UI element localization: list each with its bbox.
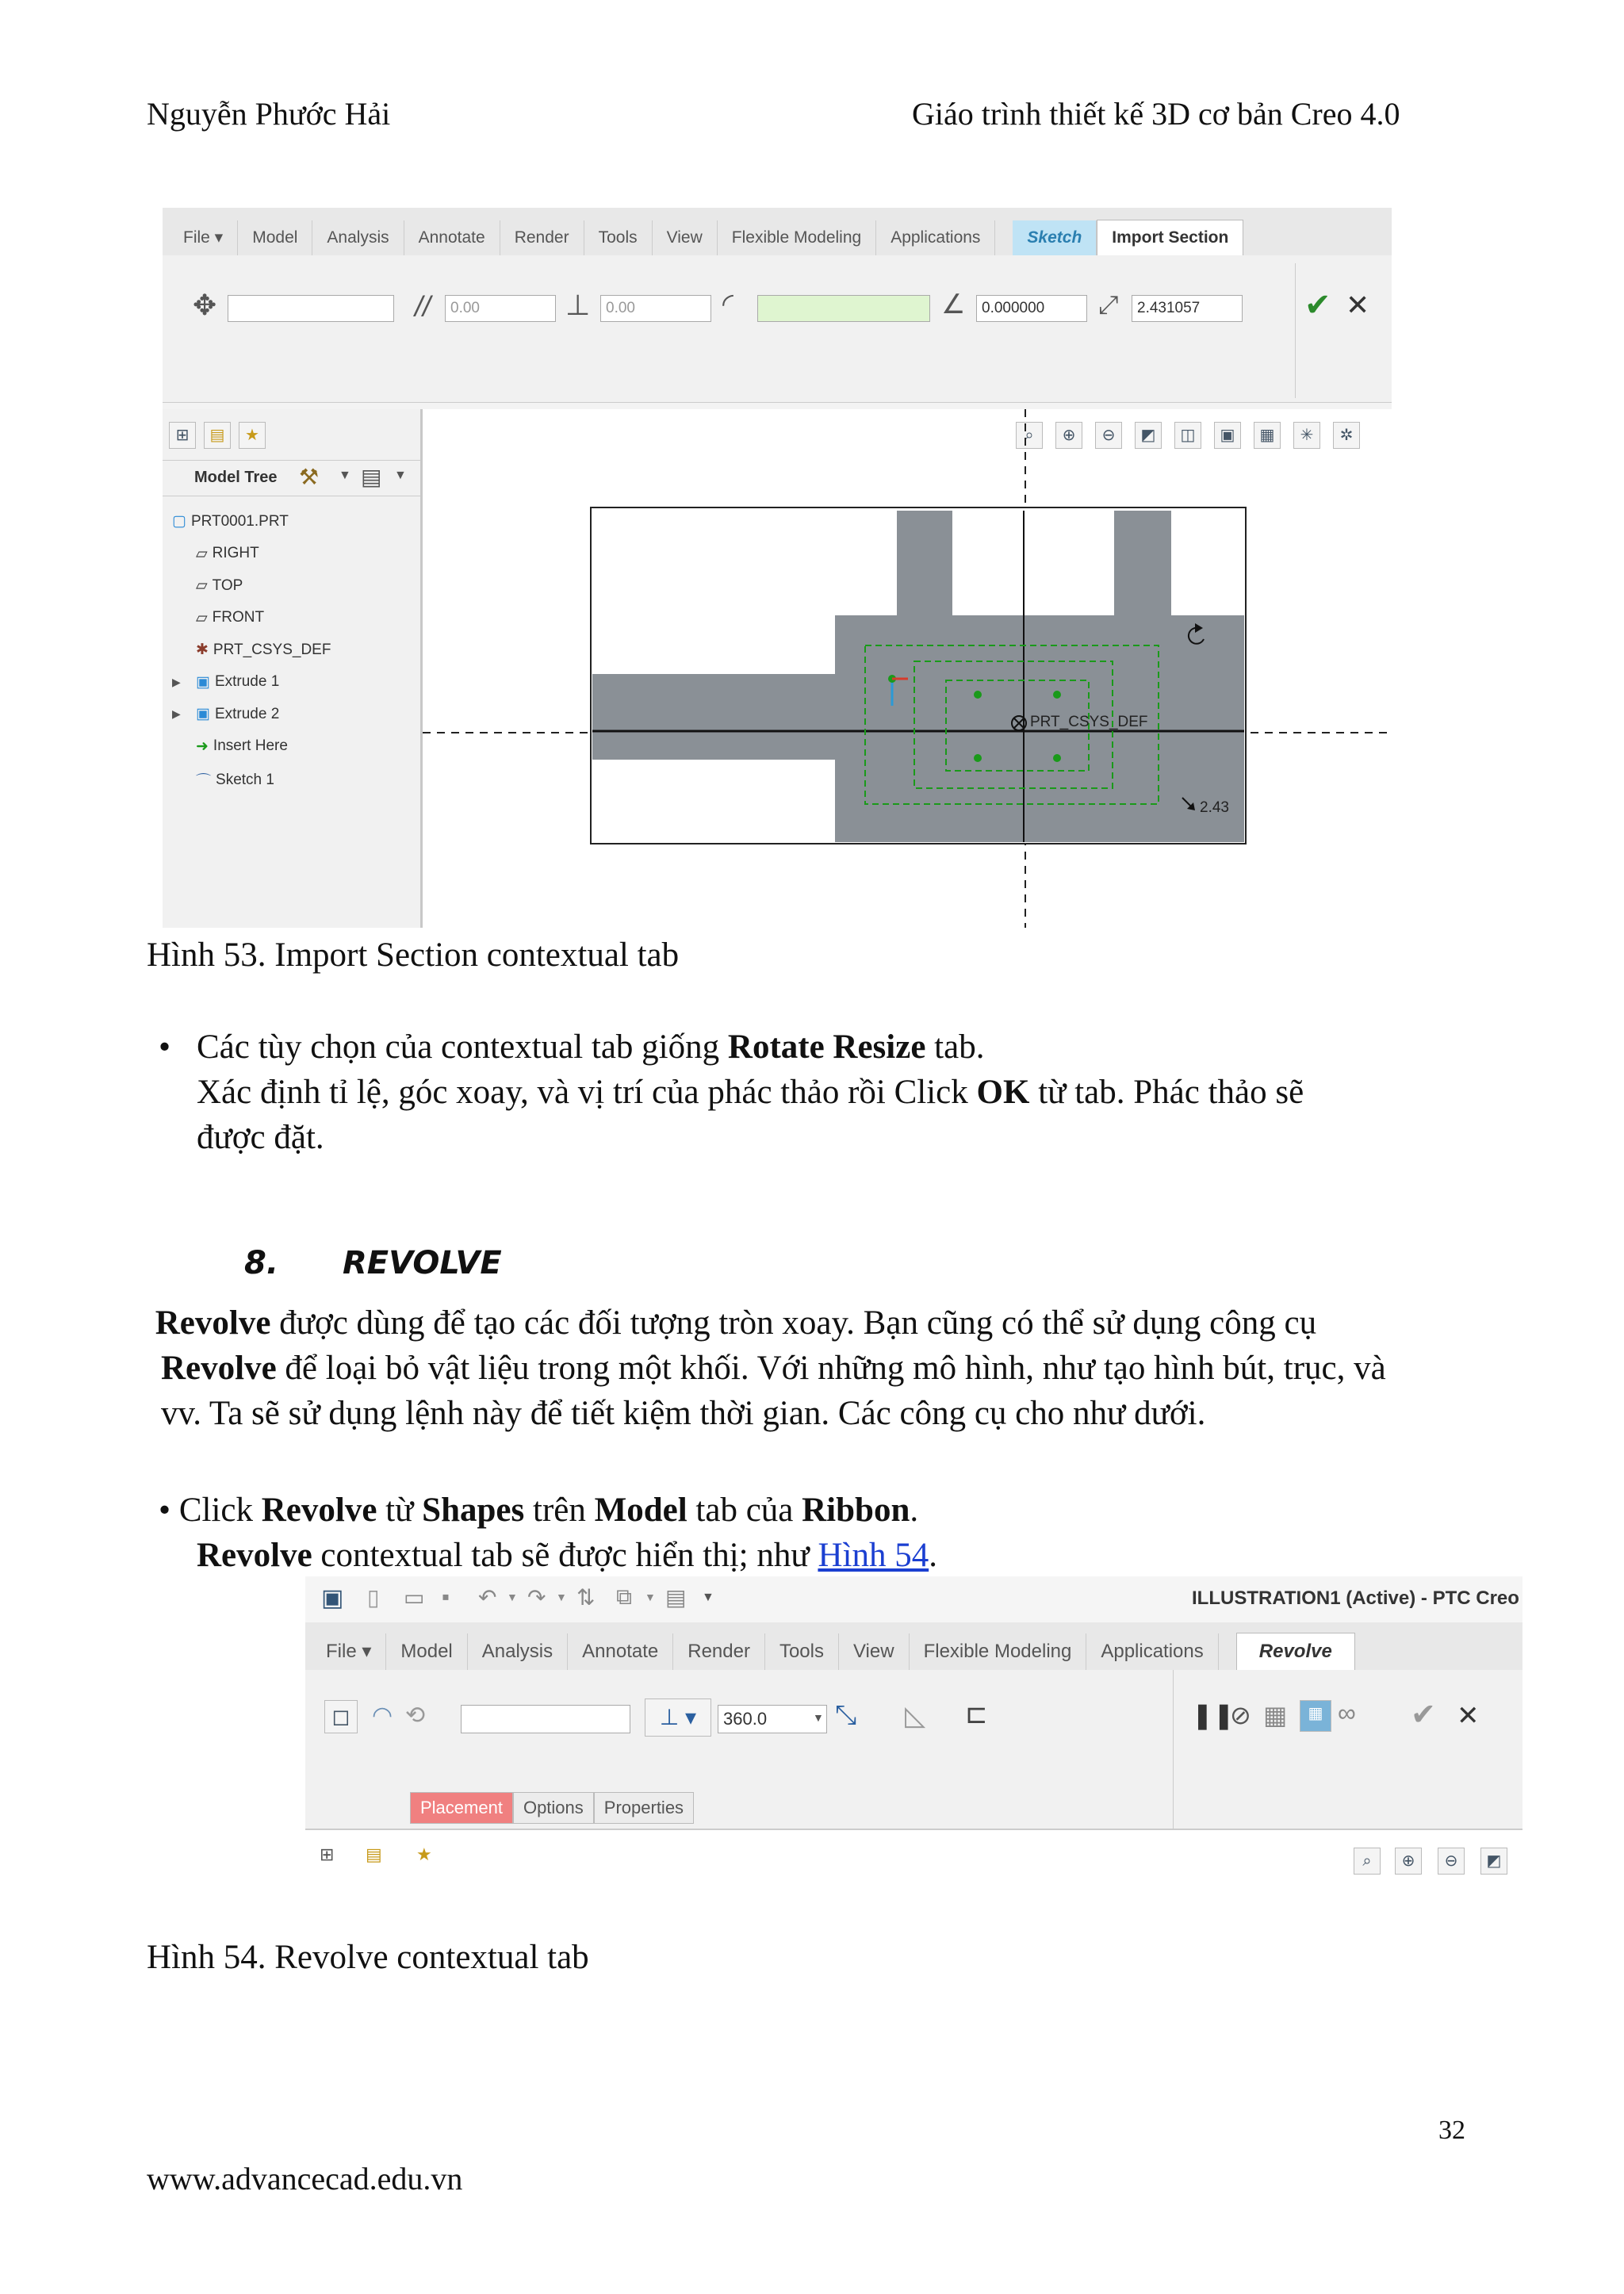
- bullet2-text: Click: [178, 1492, 262, 1529]
- bullet1-bold-term: Rotate Resize: [727, 1028, 926, 1066]
- subtab-options[interactable]: Options: [513, 1792, 594, 1824]
- tree-item[interactable]: [196, 576, 243, 595]
- tab-flexible-modeling[interactable]: Flexible Modeling: [910, 1633, 1087, 1670]
- bullet2-text: .: [910, 1492, 919, 1529]
- zoom-out-icon[interactable]: ⊖: [1438, 1848, 1465, 1875]
- view-manager-icon[interactable]: ▦: [1254, 422, 1281, 449]
- model-tree-tab-icon[interactable]: ⊞: [169, 422, 196, 449]
- bullet2-bold-term: Shapes: [422, 1492, 525, 1529]
- bullet2-line2: [197, 1533, 937, 1578]
- solid-icon[interactable]: ◻: [324, 1700, 358, 1733]
- tab-applications[interactable]: Applications: [1086, 1633, 1218, 1670]
- section-title: REVOLVE: [343, 1245, 502, 1281]
- figure-54-caption: Hình 54. Revolve contextual tab: [147, 1939, 589, 1976]
- para-line1: [147, 1300, 1316, 1346]
- para-line2: [161, 1346, 1386, 1391]
- ribbon-separator: [1173, 1670, 1174, 1829]
- bullet2-bold-term: Ribbon: [802, 1492, 910, 1529]
- tree-item-label: PRT_CSYS_DEF: [213, 641, 331, 658]
- tree-item-label: Extrude 2: [214, 705, 280, 722]
- tree-item[interactable]: [196, 641, 331, 659]
- ribbon-tab-bar: [305, 1622, 1522, 1671]
- graphics-area: [423, 409, 1392, 928]
- ribbon-body: [305, 1670, 1522, 1830]
- para-line3: vv. Ta sẽ sử dụng lệnh này để tiết kiệm thời gian. Các công cụ cho như dưới.: [161, 1395, 1206, 1432]
- model-tree-tab-icon[interactable]: ⊞: [320, 1844, 335, 1864]
- tab-tools[interactable]: Tools: [584, 220, 653, 255]
- para-bold-term: Revolve: [161, 1350, 277, 1387]
- part-icon: ▢: [172, 513, 186, 530]
- move-icon[interactable]: ✥: [193, 289, 217, 321]
- footer-website: www.advancecad.edu.vn: [147, 2161, 463, 2196]
- rotation-angle-field[interactable]: 0.000000: [976, 295, 1087, 322]
- bullet1-text: từ tab. Phác thảo sẽ: [1029, 1074, 1304, 1111]
- axis-reference-field[interactable]: [461, 1705, 630, 1733]
- tab-view[interactable]: View: [653, 220, 718, 255]
- cancel-x-icon[interactable]: ✕: [1457, 1701, 1480, 1731]
- tab-applications[interactable]: Applications: [876, 220, 995, 255]
- bullet2-text: từ: [377, 1492, 423, 1529]
- perpendicular-icon[interactable]: ⊥: [565, 289, 591, 321]
- tab-file[interactable]: File ▾: [312, 1633, 386, 1670]
- expand-caret-icon[interactable]: ▶: [172, 675, 181, 688]
- angle-icon[interactable]: ∠: [941, 289, 966, 320]
- reference-edge-field[interactable]: [757, 295, 930, 322]
- app-menu-icon[interactable]: ▣: [321, 1585, 344, 1611]
- regenerate-icon[interactable]: ⇅: [576, 1585, 596, 1610]
- zoom-in-icon[interactable]: ⊕: [1395, 1848, 1422, 1875]
- para-text: để loại bỏ vật liệu trong một khối. Với những mô hình, như tạo hình bút, trục, và: [276, 1350, 1386, 1387]
- ribbon-tabs: [169, 217, 1243, 255]
- bullet-dot: •: [159, 1028, 171, 1066]
- tab-annotate[interactable]: Annotate: [404, 220, 500, 255]
- tab-import-section[interactable]: Import Section: [1097, 220, 1243, 255]
- tree-item[interactable]: [196, 769, 274, 791]
- datum-display-icon[interactable]: ✳: [1293, 422, 1320, 449]
- chevron-down-icon[interactable]: ▼: [339, 469, 351, 482]
- tree-item[interactable]: [196, 609, 264, 627]
- close-window-icon[interactable]: ▤: [665, 1585, 687, 1610]
- save-icon[interactable]: ▪: [442, 1584, 450, 1609]
- tree-item-label: Extrude 1: [214, 673, 280, 690]
- chevron-down-icon[interactable]: ▼: [556, 1591, 567, 1603]
- figure-54: [305, 1576, 1522, 1894]
- quick-access-toolbar: [305, 1576, 1522, 1622]
- windows-icon[interactable]: ⧉: [616, 1584, 632, 1609]
- display-style-icon[interactable]: ◫: [1174, 422, 1201, 449]
- csys-label: PRT_CSYS_DEF: [1030, 714, 1148, 730]
- bullet1-text: Các tùy chọn của contextual tab giống: [197, 1028, 728, 1066]
- tab-model[interactable]: Model: [238, 220, 312, 255]
- bullet2-text: contextual tab sẽ được hiển thị; như: [312, 1537, 818, 1574]
- flip-direction-icon[interactable]: ⤡: [835, 1700, 857, 1730]
- surface-icon[interactable]: ◠: [372, 1702, 393, 1729]
- refit-icon[interactable]: ⌕: [1016, 422, 1043, 449]
- para-bold-term: Revolve: [155, 1304, 271, 1342]
- tree-item[interactable]: [196, 737, 288, 756]
- tree-item-label: PRT0001.PRT: [190, 512, 289, 530]
- model-tree-label: Model Tree: [194, 469, 278, 486]
- csys-icon: ✱: [196, 641, 209, 658]
- datum-plane-icon: ▱: [196, 609, 208, 626]
- chevron-down-icon[interactable]: ▼: [507, 1591, 518, 1603]
- favorites-tab-icon[interactable]: ★: [416, 1844, 432, 1864]
- scale-label: 2.43: [1200, 799, 1229, 816]
- customize-dropdown-icon[interactable]: ▼: [702, 1591, 714, 1604]
- bullet1-line2: [197, 1070, 1304, 1115]
- tree-item[interactable]: [196, 545, 259, 563]
- refit-icon[interactable]: ⌕: [1354, 1848, 1381, 1875]
- bullet1-bold-term: OK: [976, 1074, 1030, 1111]
- layers-tab-icon[interactable]: ▤: [204, 422, 231, 449]
- sketch-canvas: [423, 409, 1392, 928]
- detached-preview-icon[interactable]: ▦: [1300, 1700, 1331, 1732]
- saved-views-icon[interactable]: ▣: [1214, 422, 1241, 449]
- new-file-icon[interactable]: ▯: [367, 1585, 380, 1610]
- extrude-icon: ▣: [196, 706, 210, 722]
- tree-item[interactable]: [172, 673, 280, 691]
- ribbon-tabs: [312, 1630, 1355, 1670]
- tab-render[interactable]: Render: [673, 1633, 765, 1670]
- model-tree-header: [163, 460, 420, 496]
- bullet2-text: tab của: [687, 1492, 802, 1529]
- verify-mode-icon[interactable]: ∞: [1338, 1698, 1356, 1727]
- reference-field[interactable]: [228, 295, 394, 322]
- subtab-placement[interactable]: Placement: [410, 1792, 513, 1824]
- chevron-down-icon[interactable]: ▼: [394, 469, 407, 482]
- repaint-icon[interactable]: ◩: [1480, 1848, 1507, 1875]
- spin-center-icon[interactable]: ✲: [1333, 422, 1360, 449]
- bullet1-text: tab.: [925, 1028, 985, 1066]
- window-title: ILLUSTRATION1 (Active) - PTC Creo: [1192, 1587, 1519, 1609]
- ribbon-separator: [1295, 263, 1296, 398]
- zoom-out-icon[interactable]: ⊖: [1095, 422, 1122, 449]
- sketch-icon: ⌒: [196, 773, 212, 790]
- tree-item-label: Insert Here: [213, 737, 288, 754]
- tree-item-label: FRONT: [212, 609, 265, 626]
- angle-type-icon[interactable]: ⊥ ▾: [645, 1698, 711, 1737]
- model-tree-panel: [163, 409, 423, 928]
- dashboard-subtabs: [410, 1792, 694, 1824]
- tree-item-label: RIGHT: [212, 545, 259, 561]
- tab-analysis[interactable]: Analysis: [468, 1633, 568, 1670]
- extrude-icon: ▣: [196, 673, 210, 691]
- bullet2-text: trên: [524, 1492, 595, 1529]
- ribbon-body: [163, 255, 1392, 403]
- ok-check-icon[interactable]: ✔: [1304, 288, 1331, 323]
- undo-icon[interactable]: ↶: [478, 1585, 497, 1610]
- page-number: 32: [1438, 2116, 1465, 2145]
- pause-icon[interactable]: ❚❚: [1192, 1701, 1235, 1729]
- figure-53-caption: Hình 53. Import Section contextual tab: [147, 936, 680, 974]
- chevron-down-icon[interactable]: ▼: [645, 1591, 656, 1603]
- bullet1-text: Xác định tỉ lệ, góc xoay, và vị trí của phác thảo rồi Click: [197, 1074, 977, 1111]
- tree-item-label: Sketch 1: [216, 771, 274, 788]
- bullet2-text: .: [929, 1537, 937, 1574]
- datum-plane-icon: ▱: [196, 577, 208, 594]
- expand-caret-icon[interactable]: ▶: [172, 707, 181, 720]
- bullet1-line1: [197, 1024, 984, 1070]
- figure-53: [163, 208, 1392, 928]
- tree-item[interactable]: [172, 705, 280, 723]
- bullet2-bold-term: Revolve: [197, 1537, 312, 1574]
- scale-icon[interactable]: ⤢: [1098, 290, 1119, 319]
- bullet1-line3: được đặt.: [197, 1119, 324, 1156]
- repaint-icon[interactable]: ◩: [1135, 422, 1162, 449]
- tab-sketch[interactable]: Sketch: [1013, 220, 1097, 255]
- reference-edge-icon[interactable]: ◜: [722, 287, 733, 320]
- tab-tools[interactable]: Tools: [765, 1633, 839, 1670]
- tab-view[interactable]: View: [839, 1633, 910, 1670]
- tab-annotate[interactable]: Annotate: [568, 1633, 673, 1670]
- tree-item[interactable]: [172, 512, 289, 530]
- zoom-in-icon[interactable]: ⊕: [1055, 422, 1082, 449]
- section-number: 8.: [244, 1245, 279, 1281]
- thicken-icon[interactable]: ⊏: [965, 1699, 988, 1729]
- tab-revolve[interactable]: Revolve: [1236, 1633, 1355, 1670]
- favorites-tab-icon[interactable]: ★: [239, 422, 266, 449]
- revolve-angle-field[interactable]: 360.0: [718, 1705, 827, 1733]
- axis-icon[interactable]: ⟲: [405, 1702, 426, 1729]
- subtab-properties[interactable]: Properties: [594, 1792, 694, 1824]
- tree-settings-icon[interactable]: ⚒: [299, 465, 320, 489]
- chevron-down-icon[interactable]: ▼: [813, 1711, 824, 1724]
- scale-factor-field[interactable]: 2.431057: [1132, 295, 1243, 322]
- tab-analysis[interactable]: Analysis: [312, 220, 404, 255]
- datum-plane-icon: ▱: [196, 545, 208, 562]
- header-author: Nguyễn Phước Hải: [147, 96, 391, 132]
- figure-54-link[interactable]: Hình 54: [818, 1537, 929, 1574]
- tab-file[interactable]: File ▾: [169, 220, 238, 255]
- tab-render[interactable]: Render: [500, 220, 584, 255]
- para-text: được dùng để tạo các đối tượng tròn xoay. Bạn cũng có thể sử dụng công cụ: [270, 1304, 1317, 1342]
- tab-flexible-modeling[interactable]: Flexible Modeling: [718, 220, 876, 255]
- parallel-offset-field[interactable]: 0.00: [445, 295, 556, 322]
- bullet2-bold-term: Model: [594, 1492, 688, 1529]
- redo-icon[interactable]: ↷: [527, 1585, 546, 1610]
- open-file-icon[interactable]: ▭: [404, 1585, 425, 1610]
- cancel-x-icon[interactable]: ✕: [1346, 289, 1370, 321]
- parallel-icon[interactable]: //: [415, 290, 431, 323]
- remove-material-icon[interactable]: ◺: [905, 1701, 926, 1731]
- bullet2-bold-term: Revolve: [261, 1492, 377, 1529]
- attached-preview-icon[interactable]: ▦: [1263, 1701, 1288, 1729]
- tree-filter-icon[interactable]: ▤: [361, 465, 382, 489]
- tab-model[interactable]: Model: [386, 1633, 467, 1670]
- no-preview-icon[interactable]: ⊘: [1230, 1701, 1251, 1729]
- bullet2-line1: • Click Revolve từ Shapes trên Model tab của Ribbon.: [159, 1492, 919, 1529]
- ok-check-icon[interactable]: ✔: [1411, 1698, 1436, 1732]
- header-book-title: Giáo trình thiết kế 3D cơ bản Creo 4.0: [912, 96, 1400, 132]
- view-toolbar-strip: [305, 1830, 1522, 1894]
- layers-tab-icon[interactable]: ▤: [366, 1844, 382, 1864]
- tree-item-label: TOP: [212, 576, 243, 594]
- insert-arrow-icon: ➜: [196, 737, 209, 755]
- ribbon-tab-bar: [163, 208, 1392, 256]
- perpendicular-offset-field[interactable]: 0.00: [600, 295, 711, 322]
